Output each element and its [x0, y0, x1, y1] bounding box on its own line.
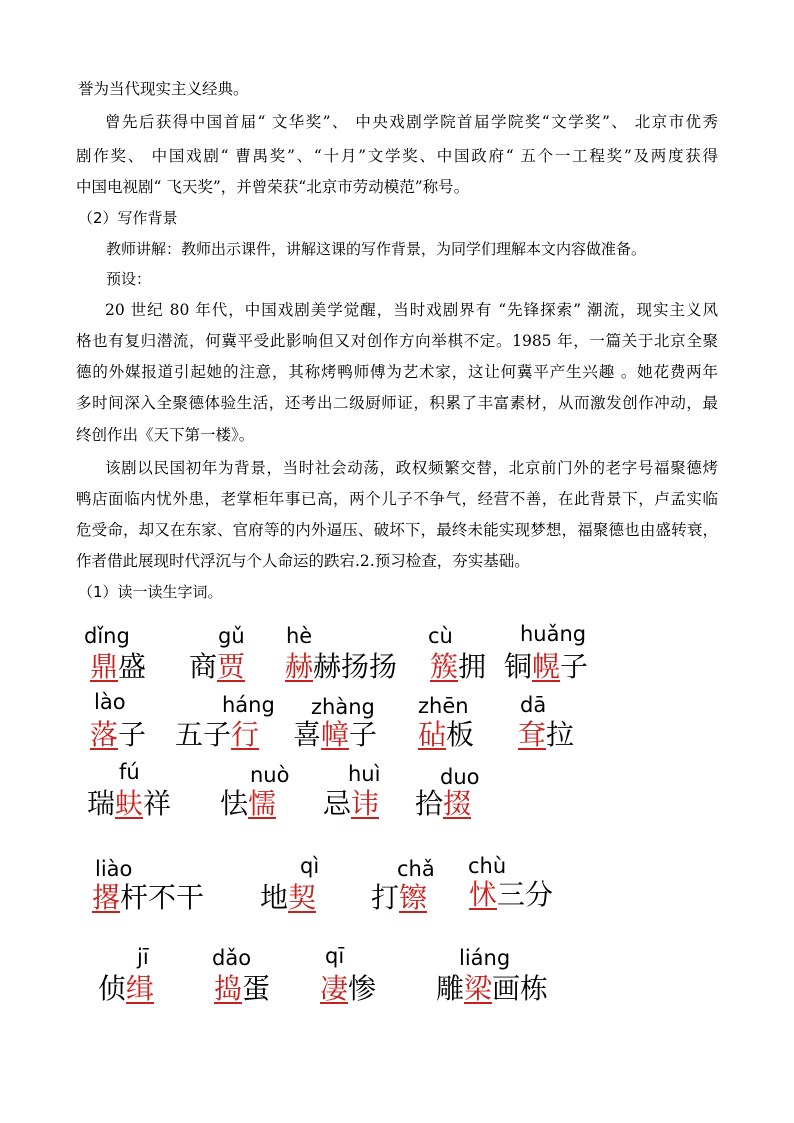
pinyin: gǔ: [218, 624, 245, 648]
awards-line-2: 剧作奖、 中国戏剧“ 曹禺奖”、“十月”文学奖、中国政府“ 五个一工程奖”及两度获得: [76, 147, 718, 165]
awards-line-1: 曾先后获得中国首届“ 文华奖”、 中央戏剧学院首届学院奖“文学奖”、 北京市优秀: [105, 113, 718, 131]
preset-label: 预设：: [106, 270, 152, 288]
vocab-word: 砧板: [418, 718, 475, 751]
vocab-word: 耷拉: [518, 718, 575, 751]
vocab-word: 怵三分: [469, 878, 554, 911]
paragraph-line: 誉为当代现实主义经典。: [78, 80, 249, 98]
pinyin: zhēn: [418, 694, 469, 718]
vocab-word: 落子: [90, 718, 147, 751]
background-line-3: 德的外媒报道引起她的注意，其称烤鸭师傅为艺术家，这让何冀平产生兴趣 。她花费两年: [76, 363, 718, 381]
vocab-word: 怯懦: [220, 787, 277, 820]
vocab-word: 雕梁画栋: [436, 972, 549, 1005]
pinyin: duo: [440, 765, 480, 789]
plot-line-3: 危受命，却又在东家、官府等的内外逼压、破坏下，最终未能实现梦想，福聚德也由盛转衰，: [76, 521, 718, 539]
plot-line-4: 作者借此展现时代浮沉与个人命运的跌宕.2.预习检查，夯实基础。: [76, 552, 530, 570]
pinyin: dǐng: [84, 624, 130, 648]
pinyin: qì: [300, 854, 320, 878]
vocab-word: 忌讳: [323, 787, 380, 820]
pinyin: chù: [468, 854, 507, 878]
vocab-word: 瑞蚨祥: [87, 787, 172, 820]
pinyin: huì: [348, 762, 381, 786]
vocab-word: 捣蛋: [214, 972, 271, 1005]
background-line-5: 终创作出《天下第一楼》。: [76, 426, 255, 444]
pinyin: nuò: [250, 763, 290, 787]
pinyin: háng: [222, 693, 275, 717]
vocab-word: 侦缉: [98, 972, 155, 1005]
pinyin: dā: [520, 693, 547, 717]
pinyin: huǎng: [520, 622, 587, 646]
vocab-word: 簇拥: [430, 650, 487, 683]
vocab-word: 地契: [260, 881, 317, 914]
vocab-word: 五子行: [175, 718, 260, 751]
pinyin: liào: [95, 857, 133, 881]
section-heading-vocab: （1）读一读生字词。: [78, 583, 223, 601]
pinyin: fú: [119, 760, 140, 784]
pinyin: jī: [137, 945, 149, 969]
vocab-word: 喜幛子: [293, 718, 378, 751]
background-line-1: 20 世纪 80 年代，中国戏剧美学觉醒，当时戏剧界有 “先锋探索” 潮流，现实主义风: [105, 301, 718, 319]
vocab-word: 打镲: [371, 881, 428, 914]
background-line-2: 格也有复归潜流，何冀平受此影响但又对创作方向举棋不定。1985 年，一篇关于北京全聚: [76, 332, 718, 350]
teacher-instruction: 教师讲解：教师出示课件，讲解这课的写作背景，为同学们理解本文内容做准备。: [106, 240, 647, 258]
vocab-word: 拾掇: [415, 787, 472, 820]
pinyin: dǎo: [212, 946, 252, 970]
vocab-word: 商贾: [189, 650, 246, 683]
pinyin: zhàng: [311, 695, 375, 719]
plot-line-1: 该剧以民国初年为背景，当时社会动荡，政权频繁交替，北京前门外的老字号福聚德烤: [105, 459, 718, 477]
pinyin: hè: [286, 624, 313, 648]
pinyin: lào: [94, 690, 126, 714]
section-heading-background: （2）写作背景: [78, 209, 178, 227]
plot-line-2: 鸭店面临内忧外患，老掌柜年事已高，两个儿子不争气，经营不善，在此背景下，卢孟实临: [76, 490, 718, 508]
pinyin: chǎ: [397, 857, 435, 881]
vocab-word: 鼎盛: [90, 650, 147, 683]
vocab-word: 凄惨: [320, 972, 377, 1005]
pinyin: cù: [428, 624, 453, 648]
background-line-4: 多时间深入全聚德体验生活，还考出二级厨师证，积累了丰富素材，从而激发创作冲动，最: [76, 394, 718, 412]
vocab-word: 撂杆不干: [92, 881, 205, 914]
pinyin: liáng: [459, 946, 511, 970]
awards-line-3: 中国电视剧“ 飞天奖”，并曾荣获“北京市劳动模范”称号。: [76, 178, 470, 196]
vocab-word: 赫赫扬扬: [285, 650, 398, 683]
pinyin: qī: [325, 944, 345, 968]
vocab-word: 铜幌子: [504, 650, 589, 683]
